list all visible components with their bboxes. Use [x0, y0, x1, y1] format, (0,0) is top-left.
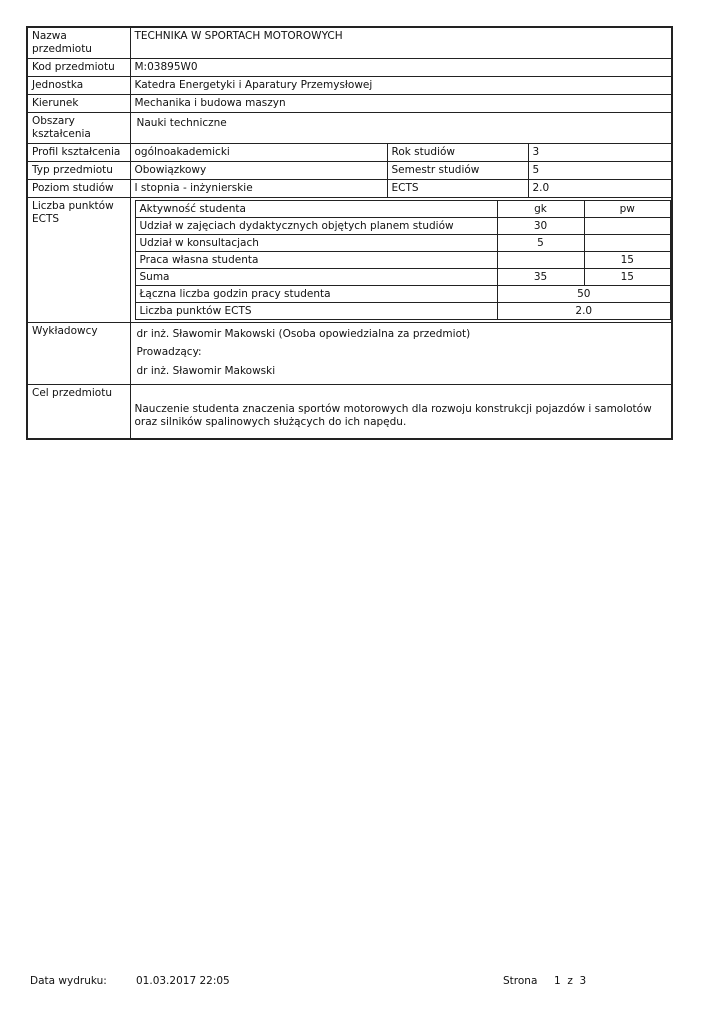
row-unit — [27, 77, 672, 95]
course-card — [26, 26, 671, 440]
ects-header-row — [135, 201, 671, 218]
value-course-code: M:03895W0 — [130, 59, 672, 77]
label-lecturers: Wykładowcy — [27, 323, 130, 385]
label-semester: Semestr studiów — [387, 162, 528, 180]
page-footer — [30, 975, 630, 991]
label-field: Kierunek — [27, 95, 130, 113]
label-course-type: Typ przedmiotu — [27, 162, 130, 180]
ects-breakdown-cell — [130, 198, 672, 323]
ects-row — [135, 235, 671, 252]
ects-row-gk: 30 — [497, 218, 584, 235]
value-semester: 5 — [528, 162, 672, 180]
value-education-area: Nauki techniczne — [130, 113, 672, 144]
label-course-name: Nazwa przedmiotu — [27, 27, 130, 59]
ects-row-gk: 35 — [497, 269, 584, 286]
ects-row — [135, 269, 671, 286]
ects-total-points-value: 2.0 — [497, 303, 671, 320]
row-course-type — [27, 162, 672, 180]
value-course-name: TECHNIKA W SPORTACH MOTOROWYCH — [130, 27, 672, 59]
ects-total-points-row — [135, 303, 671, 320]
row-course-goal — [27, 385, 672, 440]
label-ects-points: Liczba punktów ECTS — [27, 198, 130, 323]
ects-row — [135, 252, 671, 269]
ects-header-activity: Aktywność studenta — [135, 201, 497, 218]
ects-row-activity: Udział w zajęciach dydaktycznych objętych planem studiów — [135, 218, 497, 235]
ects-header-gk: gk — [497, 201, 584, 218]
print-date-label: Data wydruku: — [30, 975, 107, 987]
ects-row-pw — [584, 235, 671, 252]
label-study-level: Poziom studiów — [27, 180, 130, 198]
row-education-area — [27, 113, 672, 144]
ects-total-hours-label: Łączna liczba godzin pracy studenta — [135, 286, 497, 303]
row-course-code — [27, 59, 672, 77]
ects-row-pw: 15 — [584, 269, 671, 286]
value-ects: 2.0 — [528, 180, 672, 198]
value-course-goal: Nauczenie studenta znaczenia sportów motorowych dla rozwoju konstrukcji pojazdów i samolotów oraz silników spalinowych służących do ich napędu. — [130, 385, 672, 440]
row-profile — [27, 144, 672, 162]
ects-row-gk: 5 — [497, 235, 584, 252]
value-lecturers — [130, 323, 672, 385]
ects-row-activity: Praca własna studenta — [135, 252, 497, 269]
row-lecturers — [27, 323, 672, 385]
label-year: Rok studiów — [387, 144, 528, 162]
label-course-goal: Cel przedmiotu — [27, 385, 130, 440]
ects-row-activity: Suma — [135, 269, 497, 286]
value-field: Mechanika i budowa maszyn — [130, 95, 672, 113]
lecturer-responsible: dr inż. Sławomir Makowski (Osoba opowiedzialna za przedmiot) — [136, 328, 471, 340]
label-education-area: Obszary kształcenia — [27, 113, 130, 144]
ects-total-points-label: Liczba punktów ECTS — [135, 303, 497, 320]
row-field — [27, 95, 672, 113]
instructors-heading: Prowadzący: — [136, 346, 202, 358]
ects-row-gk — [497, 252, 584, 269]
page-number-label: Strona — [503, 975, 538, 987]
page-number-value: 1 z 3 — [554, 975, 587, 987]
label-profile: Profil kształcenia — [27, 144, 130, 162]
ects-row — [135, 218, 671, 235]
ects-total-hours-row — [135, 286, 671, 303]
value-unit: Katedra Energetyki i Aparatury Przemysłowej — [130, 77, 672, 95]
ects-row-activity: Udział w konsultacjach — [135, 235, 497, 252]
ects-breakdown-table — [135, 200, 672, 320]
ects-row-pw — [584, 218, 671, 235]
label-ects: ECTS — [387, 180, 528, 198]
value-course-type: Obowiązkowy — [130, 162, 387, 180]
ects-total-hours-value: 50 — [497, 286, 671, 303]
print-date-value: 01.03.2017 22:05 — [136, 975, 230, 987]
instructor-name: dr inż. Sławomir Makowski — [136, 365, 276, 377]
row-ects-breakdown — [27, 198, 672, 323]
ects-row-pw: 15 — [584, 252, 671, 269]
ects-header-pw: pw — [584, 201, 671, 218]
label-unit: Jednostka — [27, 77, 130, 95]
label-course-code: Kod przedmiotu — [27, 59, 130, 77]
row-course-name — [27, 27, 672, 59]
course-info-table — [26, 26, 673, 440]
value-year: 3 — [528, 144, 672, 162]
row-study-level — [27, 180, 672, 198]
value-profile: ogólnoakademicki — [130, 144, 387, 162]
value-study-level: I stopnia - inżynierskie — [130, 180, 387, 198]
